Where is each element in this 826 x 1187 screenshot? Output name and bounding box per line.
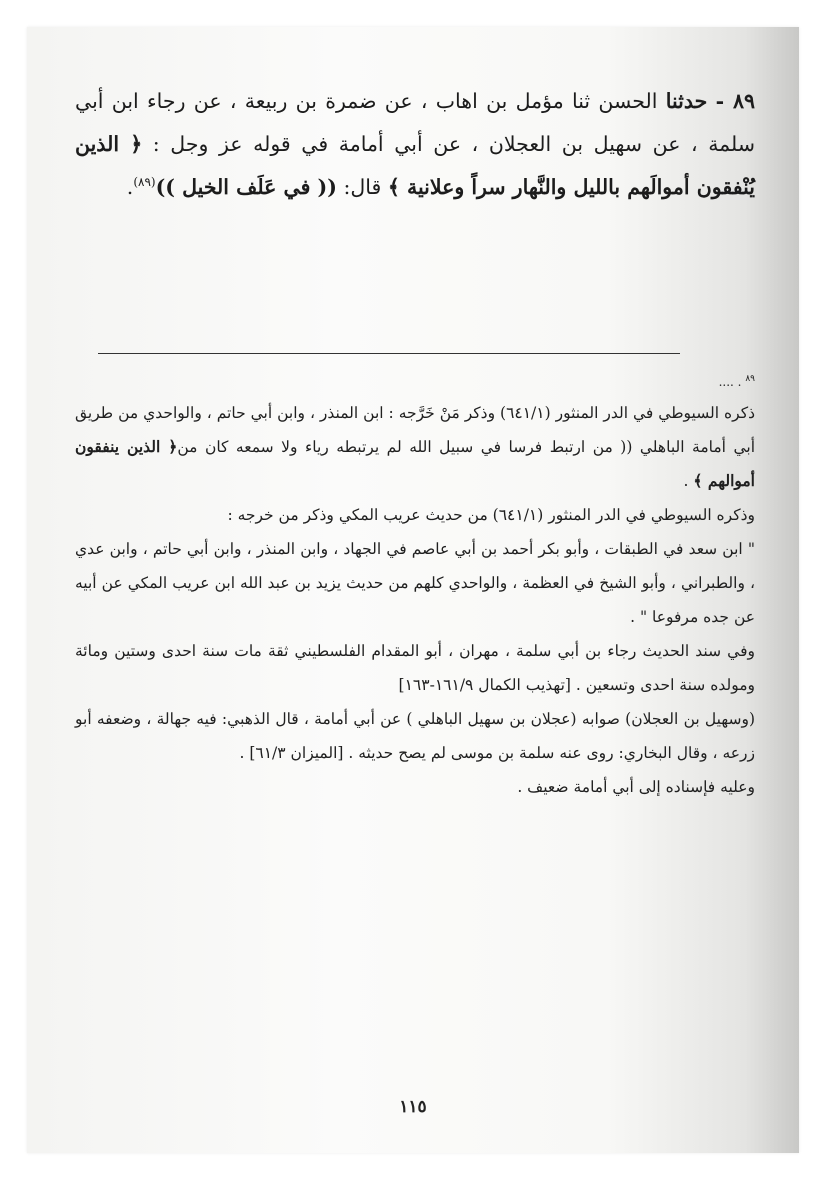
footnote-line-4: وفي سند الحديث رجاء بن أبي سلمة ، مهران ، أبو المقدام الفلسطيني ثقة مات سنة احدى وستين ومائة ومولده سنة احدى وتسعين . [تهذيب الكمال ١٦١/٩-١٦٣]	[75, 642, 755, 694]
footnote-verse: ﴿ الذين ينفقون أموالهم ﴾	[75, 437, 755, 490]
footnote-divider	[98, 353, 680, 354]
main-text	[75, 80, 755, 209]
footnote-label: ٨٩	[745, 374, 755, 384]
footnote-reference: (٨٩)	[133, 175, 156, 190]
hadith-said: قال:	[336, 175, 388, 199]
footnote-header	[75, 365, 755, 396]
footnote-dots: . ....	[718, 375, 742, 389]
hadith-paragraph	[75, 80, 755, 209]
page-number: ١١٥	[399, 1097, 427, 1117]
footnote-line-1	[75, 396, 755, 498]
hadith-matn: (( في عَلَف الخيل ))	[155, 175, 337, 199]
hadith-number: ٨٩ -	[715, 89, 755, 113]
footnote-line-3: " ابن سعد في الطبقات ، وأبو بكر أحمد بن أبي عاصم في الجهاد ، وابن المنذر ، وابن أبي حاتم ، وابن عدي ، والطبراني ، وأبو الشيخ في العظمة ، والواحدي كلهم من حديث يزيد بن عبد الله ابن عريب المكي عن أبيه عن جده مرفوعا " .	[75, 540, 755, 626]
footnote-line-6: وعليه فإسناده إلى أبي أمامة ضعيف .	[517, 778, 755, 796]
hadith-isnad: الحسن ثنا مؤمل بن اهاب ، عن ضمرة بن ربيعة ، عن رجاء ابن أبي سلمة ، عن سهيل بن العجلان ، عن أبي أمامة في قوله عز وجل :	[75, 89, 755, 156]
hadith-opener: حدثنا	[665, 89, 708, 113]
hadith-end: .	[126, 175, 134, 199]
footnote-line-2: وذكره السيوطي في الدر المنثور (٦٤١/١) من حديث عريب المكي وذكر من خرجه :	[227, 506, 755, 524]
footnote-verse-end: .	[683, 472, 694, 490]
footnotes	[75, 365, 755, 804]
quran-verse: ﴿ الذين يُنْفقون أموالَهم بالليل والنَّهار سراً وعلانية ﴾	[75, 132, 755, 199]
footnote-line-5: (وسهيل بن العجلان) صوابه (عجلان بن سهيل الباهلي ) عن أبي أمامة ، قال الذهبي: فيه جهالة ، وضعفه أبو زرعه ، وقال البخاري: روى عنه سلمة بن موسى لم يصح حديثه . [الميزان ٦١/٣] .	[75, 710, 755, 762]
footnote-text-1: ذكره السيوطي في الدر المنثور (٦٤١/١) وذكر مَنْ خَرَّجه : ابن المنذر ، وابن أبي حاتم ، والواحدي من طريق أبي أمامة الباهلي (( من ارتبط فرسا في سبيل الله لم يرتبطه رياء ولا سمعه كان من	[75, 404, 756, 456]
